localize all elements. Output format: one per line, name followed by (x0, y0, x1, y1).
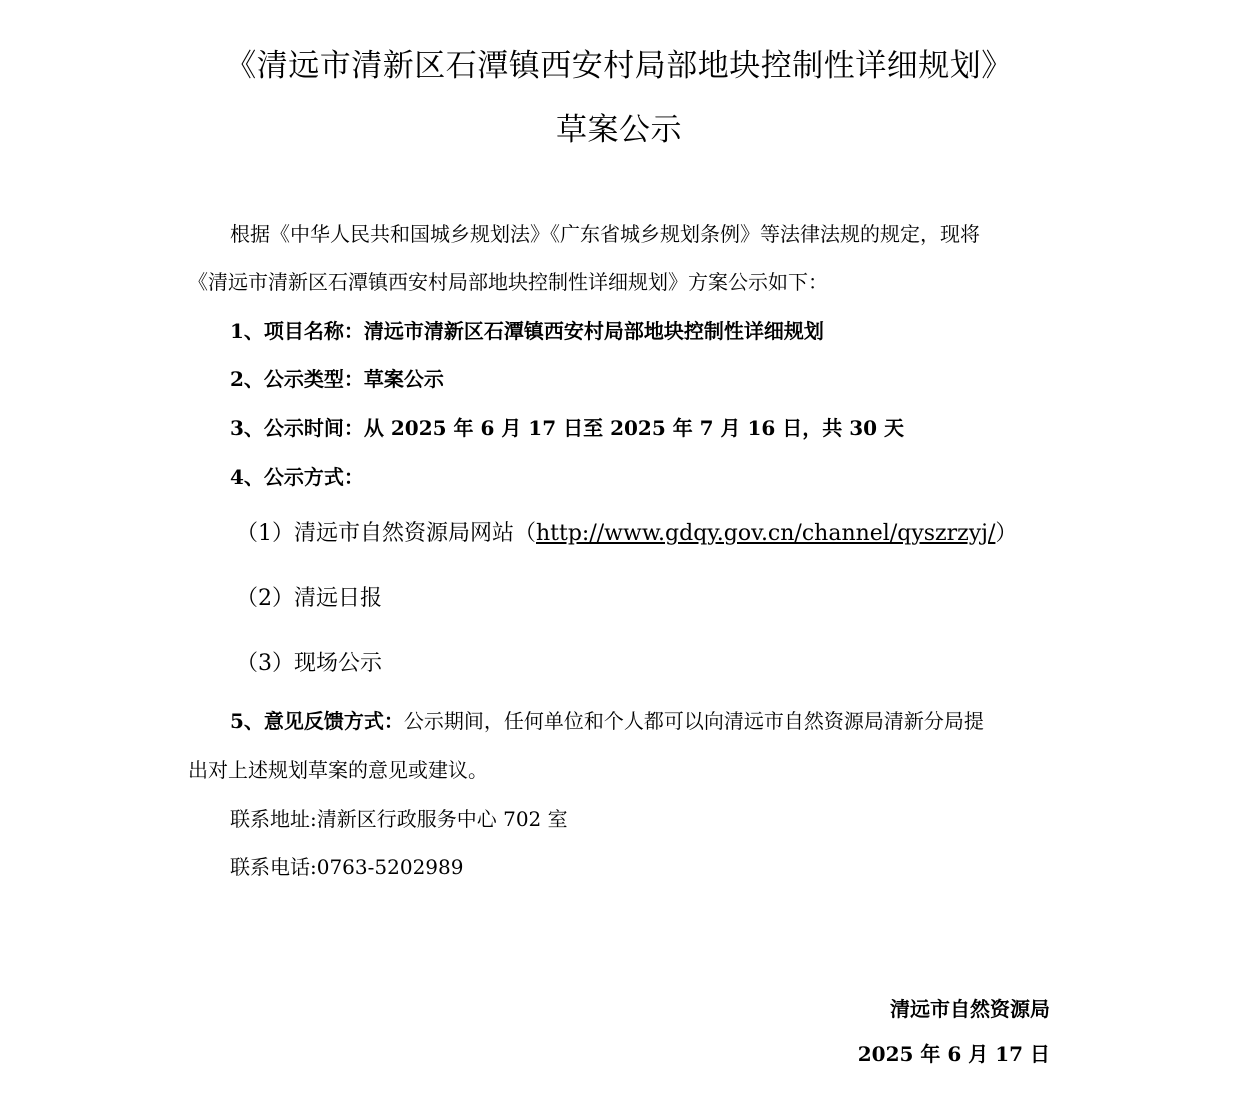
signature-date: 2025 年 6 月 17 日 (857, 1042, 1050, 1066)
method-website-prefix: （1）清远市自然资源局网站（ (236, 521, 536, 546)
method-onsite: （3）现场公示 (236, 651, 382, 676)
doc-title-line2: 草案公示 (556, 112, 682, 148)
feedback-text-1: 公示期间，任何单位和个人都可以向清远市自然资源局清新分局提 (403, 709, 984, 733)
method-website-suffix: ） (995, 521, 1018, 546)
feedback-label: 5、意见反馈方式： (230, 709, 404, 733)
contact-phone: 联系电话:0763-5202989 (230, 855, 464, 879)
intro-line2: 《清远市清新区石潭镇西安村局部地块控制性详细规划》方案公示如下： (188, 270, 828, 294)
contact-address: 联系地址:清新区行政服务中心 702 室 (230, 807, 568, 831)
method-newspaper: （2）清远日报 (236, 586, 382, 611)
item-notice-type: 2、公示类型：草案公示 (230, 367, 444, 391)
item-notice-time: 3、公示时间：从 2025 年 6 月 17 日至 2025 年 7 月 16 日，共 30 天 (230, 416, 905, 440)
item-project-name: 1、项目名称：清远市清新区石潭镇西安村局部地块控制性详细规划 (230, 319, 824, 343)
website-link[interactable]: http://www.gdqy.gov.cn/channel/qyszrzyj/ (536, 521, 996, 546)
feedback-line1 (230, 707, 984, 735)
intro-line1: 根据《中华人民共和国城乡规划法》《广东省城乡规划条例》等法律法规的规定，现将 (230, 222, 980, 246)
feedback-line2: 出对上述规划草案的意见或建议。 (188, 758, 488, 782)
item-notice-method-label: 4、公示方式： (230, 465, 364, 489)
method-website (236, 520, 1017, 548)
doc-title-line1: 《清远市清新区石潭镇西安村局部地块控制性详细规划》 (225, 48, 1013, 84)
signature-org: 清远市自然资源局 (890, 997, 1050, 1021)
